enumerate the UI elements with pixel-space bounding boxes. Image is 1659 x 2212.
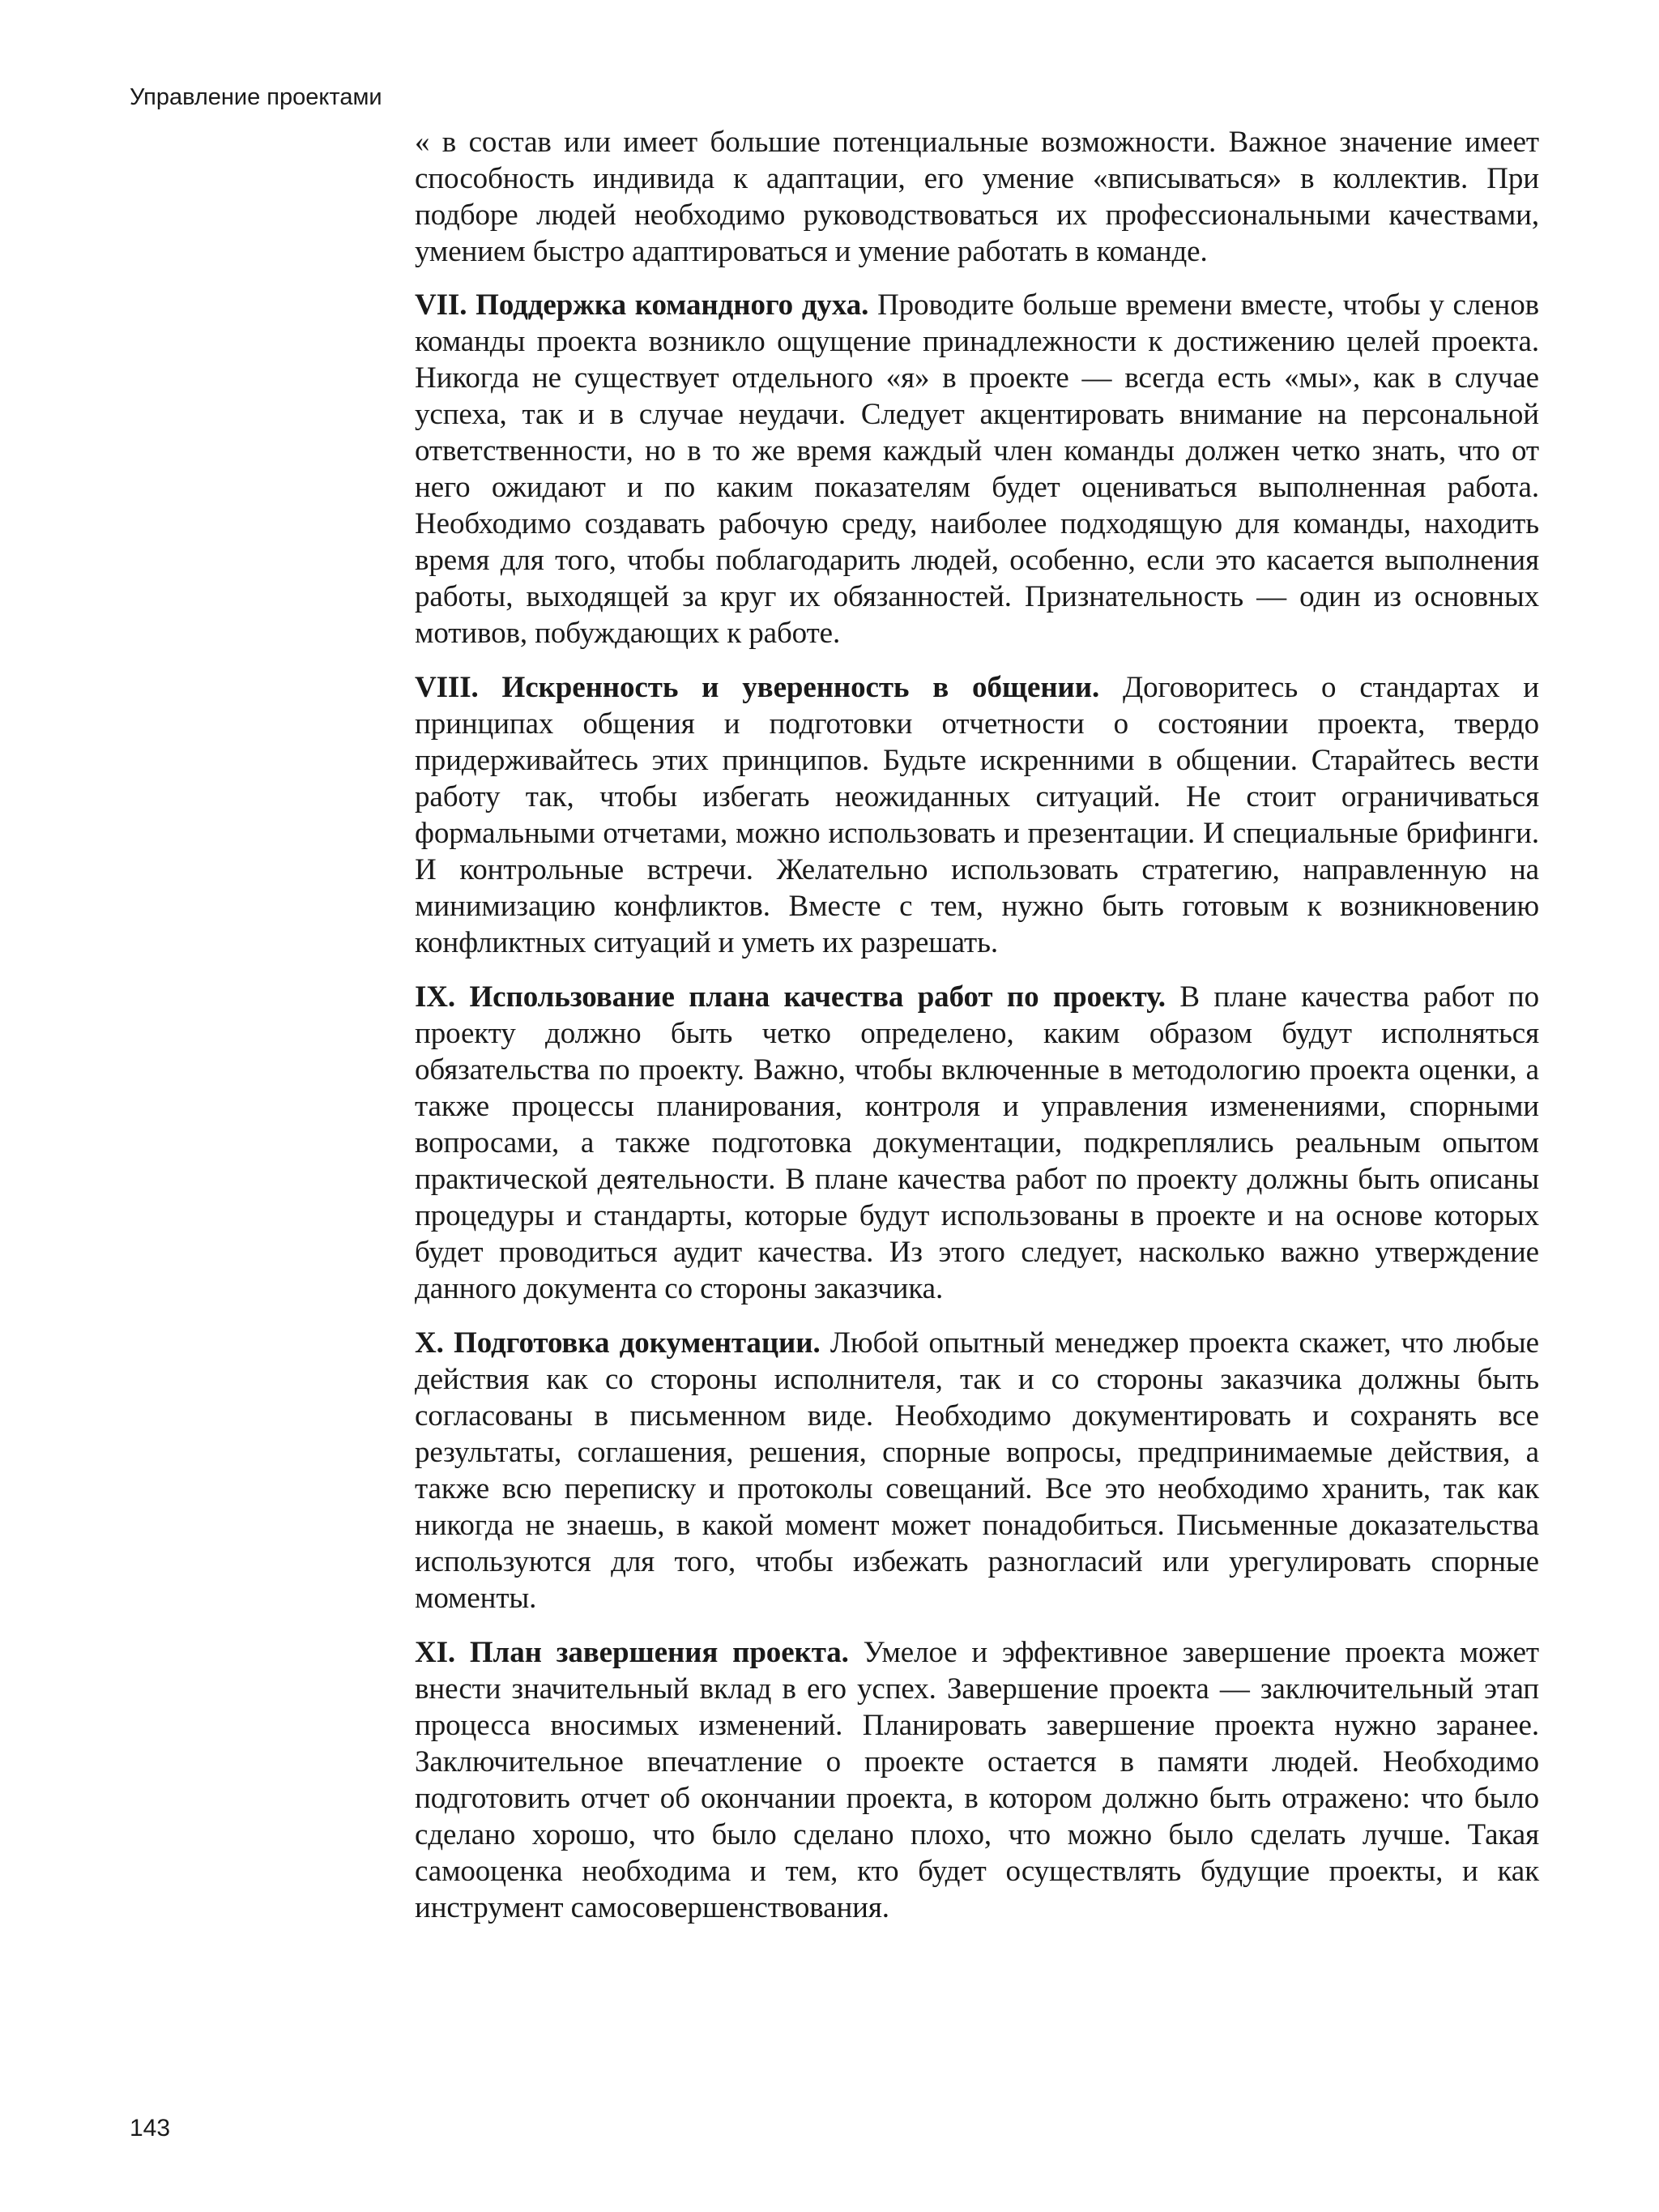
paragraph-heading: XI. План завершения проекта. — [415, 1636, 849, 1669]
paragraph-x — [415, 1325, 1539, 1616]
paragraph-text: Проводите больше времени вместе, чтобы у сленов команды проекта возникло ощущение принадлежности к достижению целей проекта. Никогда не существует отдельного «я» в проекте — всегда есть «мы», как в случае успеха, так и в случае неудачи. Следует акцентировать внимание на персональной ответственности, но в то же время каждый член команды должен четко знать, что от него ожидают и по каким показателям будет оцениваться выполненная работа. Необходимо создавать рабочую среду, наиболее подходящую для команды, находить время для того, чтобы поблагодарить людей, особенно, если это касается выполнения работы, выходящей за круг их обязанностей. Признательность — один из основных мотивов, побуждающих к работе. — [415, 288, 1539, 650]
paragraph-heading: X. Подготовка документации. — [415, 1326, 821, 1360]
paragraph-text: Договоритесь о стандартах и принципах общения и подготовки отчетности о состоянии проекта, твердо придерживайтесь этих принципов. Будьте искренними в общении. Старайтесь вести работу так, чтобы избегать неожиданных ситуаций. Не стоит ограничиваться формальными отчетами, можно использовать и презентации. И специальные брифинги. И контрольные встречи. Желательно использовать стратегию, направленную на минимизацию конфликтов. Вместе с тем, нужно быть готовым к возникновению конфликтных ситуаций и уметь их разрешать. — [415, 671, 1539, 959]
paragraph-heading: VIII. Искренность и уверенность в общении. — [415, 671, 1100, 704]
running-header: Управление проектами — [130, 84, 382, 110]
paragraph-continuation — [415, 124, 1539, 270]
paragraph-viii — [415, 669, 1539, 961]
paragraph-text: « в состав или имеет большие потенциальные возможности. Важное значение имеет способность индивида к адаптации, его умение «вписываться» в коллектив. При подборе людей необходимо руководствоваться их профессиональными качествами, умением быстро адаптироваться и умение работать в команде. — [415, 126, 1539, 268]
paragraph-vii — [415, 287, 1539, 651]
paragraph-text: Любой опытный менеджер проекта скажет, что любые действия как со стороны исполнителя, так и со стороны заказчика должны быть согласованы в письменном виде. Необходимо документировать и сохранять все результаты, соглашения, решения, спорные вопросы, предпринимаемые действия, а также всю переписку и протоколы совещаний. Все это необходимо хранить, так как никогда не знаешь, в какой момент может понадобиться. Письменные доказательства используются для того, чтобы избежать разногласий или урегулировать спорные моменты. — [415, 1326, 1539, 1615]
paragraph-text: В плане качества работ по проекту должно быть четко определено, каким образом будут исполняться обязательства по проекту. Важно, чтобы включенные в методологию проекта оценки, а также процессы планирования, контроля и управления изменениями, спорными вопросами, а также подготовка документации, подкреплялись реальным опытом практической деятельности. В плане качества работ по проекту должны быть описаны процедуры и стандарты, которые будут использованы в проекте и на основе которых будет проводиться аудит качества. Из этого следует, насколько важно утверждение данного документа со стороны заказчика. — [415, 980, 1539, 1305]
paragraph-text: Умелое и эффективное завершение проекта может внести значительный вклад в его успех. Завершение проекта — заключительный этап процесса вносимых изменений. Планировать завершение проекта нужно заранее. Заключительное впечатление о проекте остается в памяти людей. Необходимо подготовить отчет об окончании проекта, в котором должно быть отражено: что было сделано хорошо, что было сделано плохо, что можно было сделать лучше. Такая самооценка необходима и тем, кто будет осуществлять будущие проекты, и как инструмент самосовершенствования. — [415, 1636, 1539, 1924]
paragraph-xi — [415, 1634, 1539, 1926]
body-text — [415, 124, 1539, 1944]
page-number: 143 — [130, 2115, 171, 2142]
paragraph-heading: IX. Использование плана качества работ по проекту. — [415, 980, 1166, 1014]
paragraph-ix — [415, 979, 1539, 1307]
paragraph-heading: VII. Поддержка командного духа. — [415, 288, 869, 322]
